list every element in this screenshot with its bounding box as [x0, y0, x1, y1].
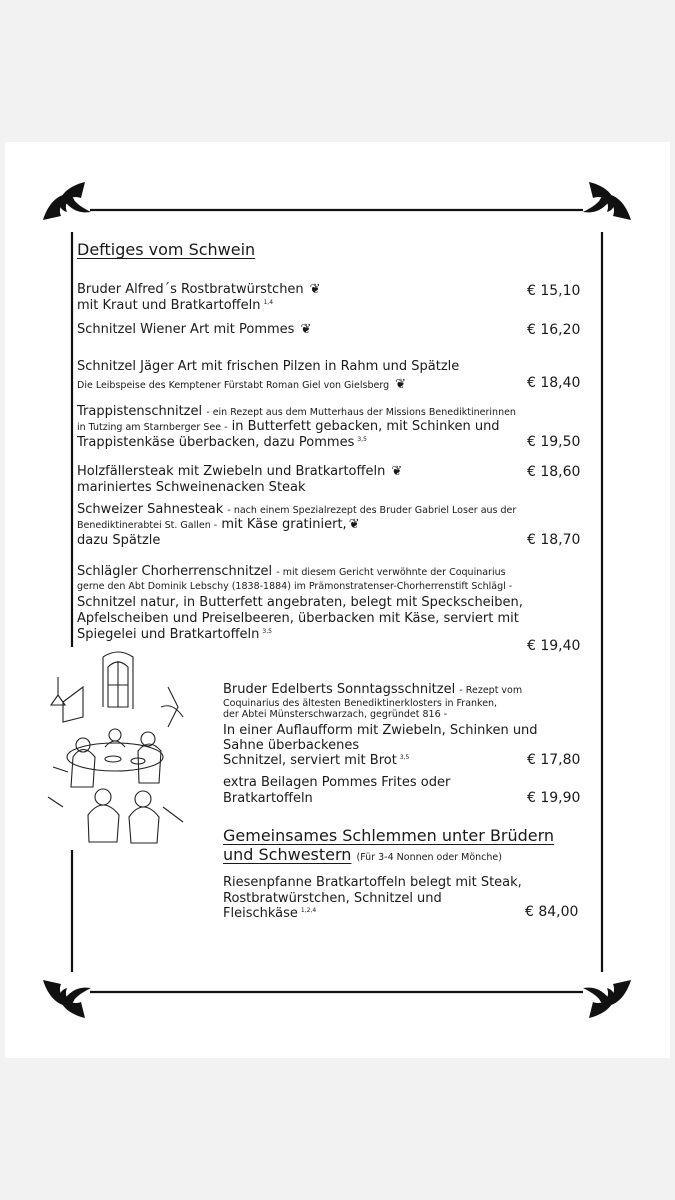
- maple-leaf-icon: ❦: [395, 377, 407, 392]
- dish-name: Schnitzel Wiener Art mit Pommes ❦: [77, 322, 312, 337]
- dish-description: Spiegelei und Bratkartoffeln $^{3,5}$: [77, 627, 272, 642]
- dish-note: der Abtei Münsterschwarzach, gegründet 816 -: [223, 709, 448, 720]
- dish-name: Trappistenschnitzel - ein Rezept aus dem Mutterhaus der Missions Benediktinerinnen: [77, 404, 516, 419]
- section-title: Deftiges vom Schwein: [77, 240, 256, 259]
- dish-description: Schnitzel natur, in Butterfett angebraten, belegt mit Speckscheiben,: [77, 595, 523, 610]
- maple-leaf-icon: ❦: [391, 464, 403, 479]
- dish-description: mit Kraut und Bratkartoffeln $^{1,4}$: [77, 298, 274, 313]
- dish-price: € 19,90: [527, 790, 581, 806]
- dish-price: € 19,50: [527, 434, 581, 450]
- maple-leaf-icon: ❦: [309, 282, 321, 297]
- dish-price: € 18,40: [527, 375, 581, 391]
- dish-description: mariniertes Schweinenacken Steak: [77, 480, 306, 495]
- menu-page: [5, 142, 670, 1058]
- dish-description: Rostbratwürstchen, Schnitzel und: [223, 891, 442, 906]
- dish-price: € 18,60: [527, 464, 581, 480]
- dish-name: Riesenpfanne Bratkartoffeln belegt mit Steak,: [223, 875, 522, 890]
- dish-description: Bratkartoffeln: [223, 791, 313, 806]
- section-title: und Schwestern (Für 3-4 Nonnen oder Mönche): [223, 845, 502, 864]
- dish-price: € 19,40: [527, 638, 581, 654]
- dish-note: gerne den Abt Dominik Lebschy (1838-1884) im Prämonstratenser-Chorherrenstift Schlägl -: [77, 581, 513, 592]
- dish-description: dazu Spätzle: [77, 533, 161, 548]
- monks-dining-illustration: [43, 647, 188, 847]
- dish-description: in Tutzing am Starnberger See - in Butterfett gebacken, mit Schinken und: [77, 419, 500, 434]
- dish-note: Die Leibspeise des Kemptener Fürstabt Roman Giel von Gielsberg ❦: [77, 377, 407, 392]
- dish-price: € 84,00: [525, 904, 579, 920]
- dish-price: € 15,10: [527, 283, 581, 299]
- dish-price: € 16,20: [527, 322, 581, 338]
- dish-description: Apfelscheiben und Preiselbeeren, überbacken mit Käse, serviert mit: [77, 611, 519, 626]
- dish-description: In einer Auflaufform mit Zwiebeln, Schinken und: [223, 723, 538, 738]
- dish-name: Schlägler Chorherrenschnitzel - mit diesem Gericht verwöhnte der Coquinarius: [77, 564, 506, 579]
- dish-name: Bruder Edelberts Sonntagsschnitzel - Rezept vom: [223, 682, 523, 697]
- dish-name: Schweizer Sahnesteak - nach einem Spezialrezept des Bruder Gabriel Loser aus der: [77, 502, 517, 517]
- dish-price: € 17,80: [527, 752, 581, 768]
- dish-name: extra Beilagen Pommes Frites oder: [223, 775, 451, 790]
- maple-leaf-icon: ❦: [348, 517, 360, 532]
- dish-description: Sahne überbackenes: [223, 738, 360, 753]
- maple-leaf-icon: ❦: [300, 322, 312, 337]
- dish-price: € 18,70: [527, 532, 581, 548]
- dish-description: Fleischkäse $^{1,2,4}$: [223, 906, 317, 921]
- dish-name: Holzfällersteak mit Zwiebeln und Bratkartoffeln ❦: [77, 464, 403, 479]
- dish-name: Bruder Alfred´s Rostbratwürstchen ❦: [77, 282, 321, 297]
- dish-description: Benediktinerabtei St. Gallen - mit Käse gratiniert, ❦: [77, 517, 360, 532]
- section-title: Gemeinsames Schlemmen unter Brüdern: [223, 826, 555, 845]
- dish-description: Schnitzel, serviert mit Brot $^{3,5}$: [223, 753, 410, 768]
- dish-note: Coquinarius des ältesten Benediktinerklosters in Franken,: [223, 698, 498, 709]
- dish-description: Trappistenkäse überbacken, dazu Pommes $^{3,5}$: [77, 435, 367, 450]
- dish-name: Schnitzel Jäger Art mit frischen Pilzen in Rahm und Spätzle: [77, 359, 460, 374]
